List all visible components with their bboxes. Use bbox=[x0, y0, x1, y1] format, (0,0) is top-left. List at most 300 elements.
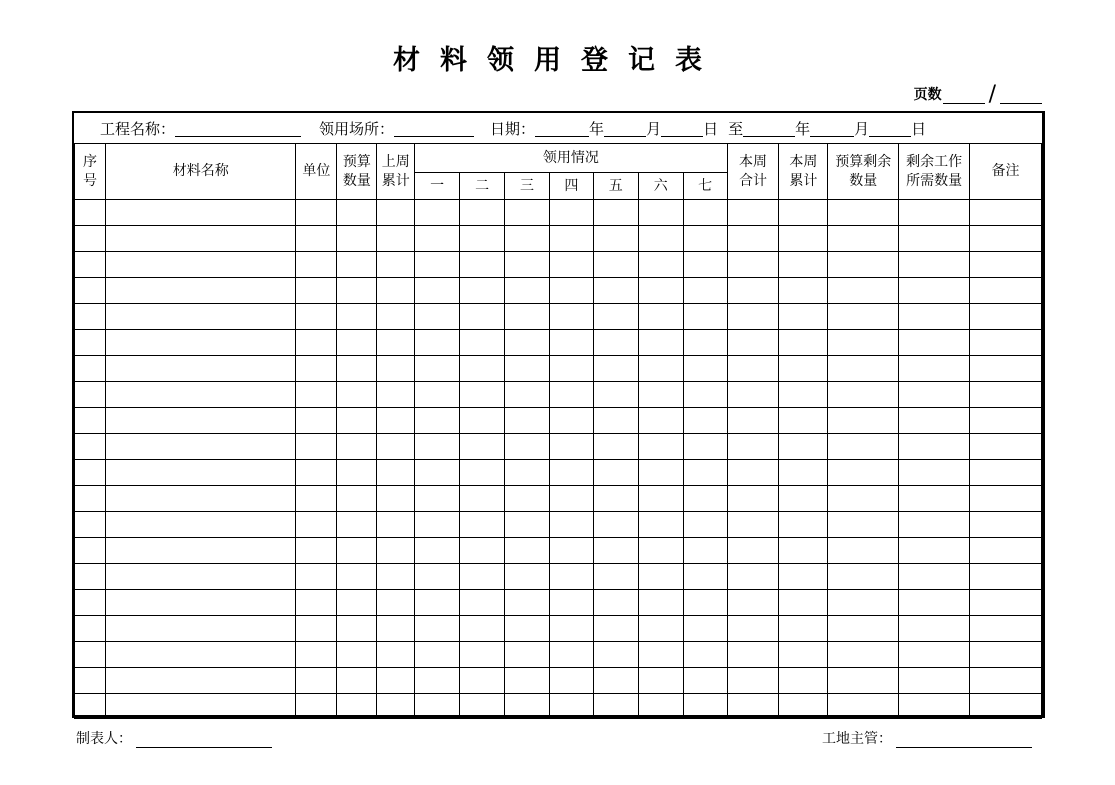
table-cell[interactable] bbox=[683, 252, 727, 278]
table-cell[interactable] bbox=[828, 278, 899, 304]
table-cell[interactable] bbox=[727, 512, 779, 538]
table-cell[interactable] bbox=[638, 356, 683, 382]
table-cell[interactable] bbox=[899, 408, 970, 434]
table-cell[interactable] bbox=[593, 252, 638, 278]
table-cell[interactable] bbox=[899, 252, 970, 278]
table-cell[interactable] bbox=[75, 200, 106, 226]
table-cell[interactable] bbox=[970, 200, 1042, 226]
table-cell[interactable] bbox=[105, 538, 296, 564]
table-cell[interactable] bbox=[593, 434, 638, 460]
start-day-field[interactable] bbox=[661, 120, 703, 137]
table-cell[interactable] bbox=[899, 434, 970, 460]
table-cell[interactable] bbox=[105, 642, 296, 668]
table-cell[interactable] bbox=[727, 226, 779, 252]
table-cell[interactable] bbox=[296, 668, 337, 694]
table-cell[interactable] bbox=[296, 590, 337, 616]
start-year-field[interactable] bbox=[535, 120, 589, 137]
table-cell[interactable] bbox=[415, 304, 460, 330]
table-cell[interactable] bbox=[828, 356, 899, 382]
table-cell[interactable] bbox=[505, 668, 550, 694]
table-cell[interactable] bbox=[828, 408, 899, 434]
table-cell[interactable] bbox=[105, 356, 296, 382]
table-cell[interactable] bbox=[549, 200, 593, 226]
table-cell[interactable] bbox=[296, 382, 337, 408]
table-cell[interactable] bbox=[593, 226, 638, 252]
table-cell[interactable] bbox=[505, 200, 550, 226]
table-cell[interactable] bbox=[377, 486, 415, 512]
table-cell[interactable] bbox=[970, 408, 1042, 434]
table-cell[interactable] bbox=[638, 486, 683, 512]
table-cell[interactable] bbox=[460, 252, 505, 278]
table-cell[interactable] bbox=[460, 564, 505, 590]
table-cell[interactable] bbox=[105, 616, 296, 642]
table-cell[interactable] bbox=[727, 590, 779, 616]
table-cell[interactable] bbox=[75, 356, 106, 382]
table-cell[interactable] bbox=[899, 512, 970, 538]
table-cell[interactable] bbox=[505, 252, 550, 278]
start-month-field[interactable] bbox=[604, 120, 646, 137]
table-cell[interactable] bbox=[970, 538, 1042, 564]
table-cell[interactable] bbox=[727, 616, 779, 642]
table-cell[interactable] bbox=[779, 304, 828, 330]
table-cell[interactable] bbox=[75, 590, 106, 616]
table-cell[interactable] bbox=[460, 330, 505, 356]
table-cell[interactable] bbox=[899, 590, 970, 616]
table-cell[interactable] bbox=[377, 226, 415, 252]
table-cell[interactable] bbox=[105, 252, 296, 278]
table-cell[interactable] bbox=[683, 382, 727, 408]
table-cell[interactable] bbox=[638, 512, 683, 538]
table-cell[interactable] bbox=[415, 330, 460, 356]
table-cell[interactable] bbox=[505, 616, 550, 642]
table-cell[interactable] bbox=[296, 304, 337, 330]
table-cell[interactable] bbox=[505, 382, 550, 408]
table-cell[interactable] bbox=[549, 434, 593, 460]
table-cell[interactable] bbox=[75, 486, 106, 512]
table-cell[interactable] bbox=[683, 408, 727, 434]
table-cell[interactable] bbox=[105, 694, 296, 719]
table-cell[interactable] bbox=[593, 642, 638, 668]
table-cell[interactable] bbox=[296, 616, 337, 642]
table-cell[interactable] bbox=[415, 538, 460, 564]
table-cell[interactable] bbox=[899, 226, 970, 252]
table-cell[interactable] bbox=[460, 642, 505, 668]
table-cell[interactable] bbox=[593, 460, 638, 486]
table-cell[interactable] bbox=[638, 668, 683, 694]
table-cell[interactable] bbox=[377, 538, 415, 564]
table-cell[interactable] bbox=[638, 694, 683, 719]
table-cell[interactable] bbox=[337, 304, 377, 330]
table-cell[interactable] bbox=[899, 538, 970, 564]
table-cell[interactable] bbox=[638, 304, 683, 330]
table-cell[interactable] bbox=[337, 278, 377, 304]
end-month-field[interactable] bbox=[810, 120, 854, 137]
table-cell[interactable] bbox=[377, 668, 415, 694]
table-cell[interactable] bbox=[683, 512, 727, 538]
table-cell[interactable] bbox=[683, 330, 727, 356]
table-cell[interactable] bbox=[638, 642, 683, 668]
table-cell[interactable] bbox=[105, 408, 296, 434]
table-cell[interactable] bbox=[549, 408, 593, 434]
table-cell[interactable] bbox=[460, 512, 505, 538]
table-cell[interactable] bbox=[779, 512, 828, 538]
table-cell[interactable] bbox=[779, 356, 828, 382]
table-cell[interactable] bbox=[593, 330, 638, 356]
table-cell[interactable] bbox=[337, 616, 377, 642]
table-cell[interactable] bbox=[779, 408, 828, 434]
table-cell[interactable] bbox=[683, 226, 727, 252]
table-cell[interactable] bbox=[549, 252, 593, 278]
table-cell[interactable] bbox=[460, 460, 505, 486]
table-cell[interactable] bbox=[727, 434, 779, 460]
table-cell[interactable] bbox=[638, 460, 683, 486]
table-cell[interactable] bbox=[75, 642, 106, 668]
table-cell[interactable] bbox=[337, 408, 377, 434]
table-cell[interactable] bbox=[828, 226, 899, 252]
table-cell[interactable] bbox=[727, 668, 779, 694]
table-cell[interactable] bbox=[105, 460, 296, 486]
table-cell[interactable] bbox=[970, 616, 1042, 642]
table-cell[interactable] bbox=[828, 564, 899, 590]
table-cell[interactable] bbox=[727, 460, 779, 486]
table-cell[interactable] bbox=[75, 564, 106, 590]
table-cell[interactable] bbox=[415, 460, 460, 486]
table-cell[interactable] bbox=[828, 590, 899, 616]
table-cell[interactable] bbox=[296, 200, 337, 226]
table-cell[interactable] bbox=[593, 616, 638, 642]
table-cell[interactable] bbox=[549, 668, 593, 694]
table-cell[interactable] bbox=[549, 356, 593, 382]
table-cell[interactable] bbox=[970, 278, 1042, 304]
table-cell[interactable] bbox=[549, 538, 593, 564]
table-cell[interactable] bbox=[337, 382, 377, 408]
table-cell[interactable] bbox=[337, 200, 377, 226]
table-cell[interactable] bbox=[460, 382, 505, 408]
table-cell[interactable] bbox=[779, 564, 828, 590]
table-cell[interactable] bbox=[970, 668, 1042, 694]
table-cell[interactable] bbox=[638, 538, 683, 564]
table-cell[interactable] bbox=[549, 642, 593, 668]
page-current-field[interactable] bbox=[943, 89, 985, 104]
table-cell[interactable] bbox=[415, 356, 460, 382]
table-cell[interactable] bbox=[75, 616, 106, 642]
table-cell[interactable] bbox=[377, 642, 415, 668]
table-cell[interactable] bbox=[683, 564, 727, 590]
table-cell[interactable] bbox=[505, 694, 550, 719]
table-cell[interactable] bbox=[899, 382, 970, 408]
table-cell[interactable] bbox=[779, 538, 828, 564]
table-cell[interactable] bbox=[75, 226, 106, 252]
table-cell[interactable] bbox=[75, 460, 106, 486]
table-cell[interactable] bbox=[549, 382, 593, 408]
table-cell[interactable] bbox=[828, 330, 899, 356]
table-cell[interactable] bbox=[337, 356, 377, 382]
table-cell[interactable] bbox=[549, 564, 593, 590]
table-cell[interactable] bbox=[638, 226, 683, 252]
table-cell[interactable] bbox=[899, 278, 970, 304]
table-cell[interactable] bbox=[377, 330, 415, 356]
table-cell[interactable] bbox=[970, 304, 1042, 330]
table-cell[interactable] bbox=[377, 408, 415, 434]
table-cell[interactable] bbox=[683, 616, 727, 642]
table-cell[interactable] bbox=[296, 694, 337, 719]
table-cell[interactable] bbox=[460, 304, 505, 330]
table-cell[interactable] bbox=[828, 200, 899, 226]
table-cell[interactable] bbox=[415, 382, 460, 408]
table-cell[interactable] bbox=[296, 564, 337, 590]
table-cell[interactable] bbox=[460, 590, 505, 616]
table-cell[interactable] bbox=[505, 408, 550, 434]
table-cell[interactable] bbox=[337, 226, 377, 252]
table-cell[interactable] bbox=[899, 460, 970, 486]
table-cell[interactable] bbox=[638, 408, 683, 434]
table-cell[interactable] bbox=[337, 486, 377, 512]
table-cell[interactable] bbox=[105, 564, 296, 590]
table-cell[interactable] bbox=[899, 486, 970, 512]
table-cell[interactable] bbox=[970, 486, 1042, 512]
table-cell[interactable] bbox=[415, 694, 460, 719]
table-cell[interactable] bbox=[593, 512, 638, 538]
table-cell[interactable] bbox=[505, 460, 550, 486]
table-cell[interactable] bbox=[105, 486, 296, 512]
table-cell[interactable] bbox=[593, 356, 638, 382]
table-cell[interactable] bbox=[460, 694, 505, 719]
table-cell[interactable] bbox=[105, 304, 296, 330]
table-cell[interactable] bbox=[638, 252, 683, 278]
table-cell[interactable] bbox=[779, 642, 828, 668]
table-cell[interactable] bbox=[549, 304, 593, 330]
supervisor-field[interactable] bbox=[896, 732, 1032, 748]
table-cell[interactable] bbox=[377, 564, 415, 590]
table-cell[interactable] bbox=[505, 512, 550, 538]
table-cell[interactable] bbox=[505, 564, 550, 590]
table-cell[interactable] bbox=[727, 200, 779, 226]
table-cell[interactable] bbox=[460, 668, 505, 694]
table-cell[interactable] bbox=[727, 642, 779, 668]
table-cell[interactable] bbox=[828, 486, 899, 512]
table-cell[interactable] bbox=[460, 486, 505, 512]
table-cell[interactable] bbox=[683, 200, 727, 226]
table-cell[interactable] bbox=[296, 278, 337, 304]
table-cell[interactable] bbox=[828, 668, 899, 694]
table-cell[interactable] bbox=[683, 486, 727, 512]
table-cell[interactable] bbox=[593, 382, 638, 408]
table-cell[interactable] bbox=[727, 538, 779, 564]
table-cell[interactable] bbox=[337, 330, 377, 356]
preparer-field[interactable] bbox=[136, 732, 272, 748]
table-cell[interactable] bbox=[377, 616, 415, 642]
table-cell[interactable] bbox=[75, 538, 106, 564]
table-cell[interactable] bbox=[727, 330, 779, 356]
table-cell[interactable] bbox=[296, 408, 337, 434]
table-cell[interactable] bbox=[415, 668, 460, 694]
table-cell[interactable] bbox=[460, 200, 505, 226]
table-cell[interactable] bbox=[505, 356, 550, 382]
end-year-field[interactable] bbox=[743, 120, 795, 137]
table-cell[interactable] bbox=[779, 668, 828, 694]
table-cell[interactable] bbox=[296, 538, 337, 564]
table-cell[interactable] bbox=[638, 434, 683, 460]
table-cell[interactable] bbox=[460, 278, 505, 304]
table-cell[interactable] bbox=[828, 304, 899, 330]
table-cell[interactable] bbox=[377, 304, 415, 330]
table-cell[interactable] bbox=[779, 382, 828, 408]
page-total-field[interactable] bbox=[1000, 89, 1042, 104]
table-cell[interactable] bbox=[105, 382, 296, 408]
table-cell[interactable] bbox=[727, 304, 779, 330]
table-cell[interactable] bbox=[105, 668, 296, 694]
table-cell[interactable] bbox=[779, 590, 828, 616]
table-cell[interactable] bbox=[415, 512, 460, 538]
table-cell[interactable] bbox=[828, 538, 899, 564]
table-cell[interactable] bbox=[683, 356, 727, 382]
table-cell[interactable] bbox=[337, 434, 377, 460]
table-cell[interactable] bbox=[505, 226, 550, 252]
table-cell[interactable] bbox=[683, 278, 727, 304]
table-cell[interactable] bbox=[683, 642, 727, 668]
table-cell[interactable] bbox=[779, 252, 828, 278]
table-cell[interactable] bbox=[779, 226, 828, 252]
table-cell[interactable] bbox=[779, 200, 828, 226]
table-cell[interactable] bbox=[549, 330, 593, 356]
table-cell[interactable] bbox=[377, 252, 415, 278]
table-cell[interactable] bbox=[460, 616, 505, 642]
table-cell[interactable] bbox=[683, 694, 727, 719]
table-cell[interactable] bbox=[899, 330, 970, 356]
table-cell[interactable] bbox=[337, 590, 377, 616]
table-cell[interactable] bbox=[415, 642, 460, 668]
table-cell[interactable] bbox=[377, 356, 415, 382]
table-cell[interactable] bbox=[549, 460, 593, 486]
table-cell[interactable] bbox=[296, 460, 337, 486]
table-cell[interactable] bbox=[593, 538, 638, 564]
table-cell[interactable] bbox=[828, 642, 899, 668]
table-cell[interactable] bbox=[460, 226, 505, 252]
table-cell[interactable] bbox=[337, 512, 377, 538]
table-cell[interactable] bbox=[970, 694, 1042, 719]
table-cell[interactable] bbox=[899, 356, 970, 382]
table-cell[interactable] bbox=[505, 538, 550, 564]
table-cell[interactable] bbox=[549, 226, 593, 252]
table-cell[interactable] bbox=[549, 278, 593, 304]
table-cell[interactable] bbox=[828, 382, 899, 408]
table-cell[interactable] bbox=[593, 486, 638, 512]
table-cell[interactable] bbox=[337, 642, 377, 668]
table-cell[interactable] bbox=[377, 512, 415, 538]
table-cell[interactable] bbox=[683, 538, 727, 564]
table-cell[interactable] bbox=[377, 278, 415, 304]
table-cell[interactable] bbox=[727, 382, 779, 408]
table-cell[interactable] bbox=[460, 356, 505, 382]
table-cell[interactable] bbox=[415, 408, 460, 434]
table-cell[interactable] bbox=[549, 486, 593, 512]
table-cell[interactable] bbox=[638, 590, 683, 616]
table-cell[interactable] bbox=[828, 460, 899, 486]
table-cell[interactable] bbox=[683, 590, 727, 616]
table-cell[interactable] bbox=[593, 564, 638, 590]
table-cell[interactable] bbox=[970, 330, 1042, 356]
table-cell[interactable] bbox=[505, 642, 550, 668]
table-cell[interactable] bbox=[683, 460, 727, 486]
table-cell[interactable] bbox=[296, 642, 337, 668]
table-cell[interactable] bbox=[970, 226, 1042, 252]
table-cell[interactable] bbox=[377, 694, 415, 719]
table-cell[interactable] bbox=[970, 382, 1042, 408]
table-cell[interactable] bbox=[75, 330, 106, 356]
table-cell[interactable] bbox=[415, 590, 460, 616]
table-cell[interactable] bbox=[75, 694, 106, 719]
table-cell[interactable] bbox=[899, 564, 970, 590]
table-cell[interactable] bbox=[75, 382, 106, 408]
table-cell[interactable] bbox=[828, 616, 899, 642]
table-cell[interactable] bbox=[505, 304, 550, 330]
table-cell[interactable] bbox=[377, 460, 415, 486]
table-cell[interactable] bbox=[105, 330, 296, 356]
table-cell[interactable] bbox=[593, 408, 638, 434]
table-cell[interactable] bbox=[970, 642, 1042, 668]
table-cell[interactable] bbox=[337, 564, 377, 590]
table-cell[interactable] bbox=[415, 252, 460, 278]
project-name-field[interactable] bbox=[175, 120, 301, 137]
table-cell[interactable] bbox=[779, 434, 828, 460]
table-cell[interactable] bbox=[377, 382, 415, 408]
table-cell[interactable] bbox=[727, 356, 779, 382]
table-cell[interactable] bbox=[638, 330, 683, 356]
table-cell[interactable] bbox=[296, 226, 337, 252]
table-cell[interactable] bbox=[549, 512, 593, 538]
table-cell[interactable] bbox=[970, 434, 1042, 460]
table-cell[interactable] bbox=[970, 460, 1042, 486]
table-cell[interactable] bbox=[683, 434, 727, 460]
table-cell[interactable] bbox=[899, 668, 970, 694]
table-cell[interactable] bbox=[337, 538, 377, 564]
table-cell[interactable] bbox=[75, 668, 106, 694]
table-cell[interactable] bbox=[727, 278, 779, 304]
table-cell[interactable] bbox=[828, 512, 899, 538]
table-cell[interactable] bbox=[970, 564, 1042, 590]
table-cell[interactable] bbox=[549, 694, 593, 719]
table-cell[interactable] bbox=[415, 434, 460, 460]
table-cell[interactable] bbox=[296, 330, 337, 356]
table-cell[interactable] bbox=[296, 434, 337, 460]
table-cell[interactable] bbox=[727, 694, 779, 719]
table-cell[interactable] bbox=[337, 668, 377, 694]
table-cell[interactable] bbox=[593, 668, 638, 694]
table-cell[interactable] bbox=[727, 564, 779, 590]
table-cell[interactable] bbox=[460, 434, 505, 460]
table-cell[interactable] bbox=[105, 590, 296, 616]
table-cell[interactable] bbox=[105, 200, 296, 226]
table-cell[interactable] bbox=[899, 694, 970, 719]
table-cell[interactable] bbox=[970, 356, 1042, 382]
table-cell[interactable] bbox=[415, 564, 460, 590]
table-cell[interactable] bbox=[505, 330, 550, 356]
table-cell[interactable] bbox=[415, 486, 460, 512]
table-cell[interactable] bbox=[970, 512, 1042, 538]
table-cell[interactable] bbox=[828, 694, 899, 719]
table-cell[interactable] bbox=[415, 200, 460, 226]
table-cell[interactable] bbox=[337, 252, 377, 278]
table-cell[interactable] bbox=[105, 434, 296, 460]
table-cell[interactable] bbox=[105, 278, 296, 304]
table-cell[interactable] bbox=[899, 304, 970, 330]
table-cell[interactable] bbox=[75, 252, 106, 278]
table-cell[interactable] bbox=[727, 486, 779, 512]
table-cell[interactable] bbox=[779, 616, 828, 642]
table-cell[interactable] bbox=[727, 252, 779, 278]
table-cell[interactable] bbox=[377, 200, 415, 226]
table-cell[interactable] bbox=[415, 616, 460, 642]
